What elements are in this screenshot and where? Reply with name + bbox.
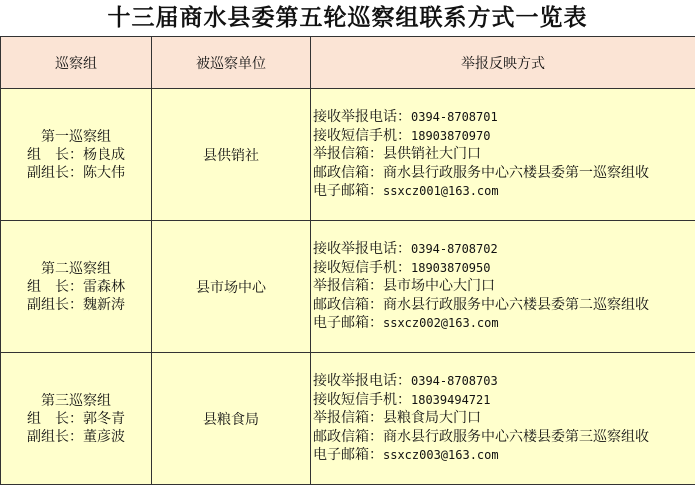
- group-cell: [1, 353, 152, 485]
- phone-label: 接收举报电话：: [313, 241, 411, 258]
- sms-label: 接收短信手机：: [313, 259, 411, 276]
- unit-cell: 县供销社: [152, 89, 311, 221]
- mail-label: 邮政信箱：: [313, 164, 383, 181]
- email-line: [313, 182, 695, 201]
- sms-line: [313, 391, 695, 410]
- mail-label: 邮政信箱：: [313, 296, 383, 313]
- sms-label: 接收短信手机：: [313, 127, 411, 144]
- group-name: 第三巡察组: [41, 392, 111, 409]
- table-row: [1, 89, 695, 221]
- contact-cell: [311, 89, 695, 221]
- unit-cell: 县粮食局: [152, 353, 311, 485]
- group-leader: 组 长：杨良成: [27, 146, 125, 163]
- sms-line: [313, 127, 695, 146]
- box-value: 县市场中心大门口: [383, 278, 495, 295]
- box-value: 县供销社大门口: [383, 146, 481, 163]
- phone-label: 接收举报电话：: [313, 373, 411, 390]
- header-group: 巡察组: [1, 37, 152, 89]
- email-value: ssxcz003@163.com: [383, 448, 499, 463]
- group-cell: [1, 89, 152, 221]
- header-unit: 被巡察单位: [152, 37, 311, 89]
- email-line: [313, 314, 695, 333]
- box-label: 举报信箱：: [313, 146, 383, 163]
- phone-label: 接收举报电话：: [313, 109, 411, 126]
- group-name: 第一巡察组: [41, 128, 111, 145]
- mail-line: [313, 164, 695, 183]
- mail-value: 商水县行政服务中心六楼县委第一巡察组收: [383, 164, 649, 181]
- group-cell: [1, 221, 152, 353]
- group-deputy: 副组长：董彦波: [27, 428, 125, 445]
- unit-cell: 县市场中心: [152, 221, 311, 353]
- phone-line: [313, 108, 695, 127]
- phone-value: 0394-8708702: [411, 242, 498, 257]
- group-leader: 组 长：郭冬青: [27, 410, 125, 427]
- email-label: 电子邮箱：: [313, 315, 383, 332]
- phone-value: 0394-8708703: [411, 374, 498, 389]
- sms-value: 18903870950: [411, 260, 491, 275]
- sms-value: 18039494721: [411, 392, 491, 407]
- contact-cell: [311, 221, 695, 353]
- group-name: 第二巡察组: [41, 260, 111, 277]
- email-label: 电子邮箱：: [313, 447, 383, 464]
- phone-line: [313, 372, 695, 391]
- table-row: [1, 221, 695, 353]
- table-header-row: [1, 37, 695, 89]
- header-contact: 举报反映方式: [311, 37, 695, 89]
- contact-cell: [311, 353, 695, 485]
- mail-value: 商水县行政服务中心六楼县委第三巡察组收: [383, 428, 649, 445]
- box-label: 举报信箱：: [313, 410, 383, 427]
- box-value: 县粮食局大门口: [383, 410, 481, 427]
- mail-line: [313, 296, 695, 315]
- mail-label: 邮政信箱：: [313, 428, 383, 445]
- box-line: [313, 277, 695, 296]
- mail-line: [313, 428, 695, 447]
- mail-value: 商水县行政服务中心六楼县委第二巡察组收: [383, 296, 649, 313]
- group-deputy: 副组长：魏新涛: [27, 296, 125, 313]
- page-title: 十三届商水县委第五轮巡察组联系方式一览表: [107, 4, 588, 31]
- box-line: [313, 145, 695, 164]
- phone-line: [313, 240, 695, 259]
- phone-value: 0394-8708701: [411, 110, 498, 125]
- contact-table: [0, 36, 695, 485]
- table-row: [1, 353, 695, 485]
- email-value: ssxcz002@163.com: [383, 316, 499, 331]
- sms-label: 接收短信手机：: [313, 391, 411, 408]
- email-value: ssxcz001@163.com: [383, 184, 499, 199]
- sms-value: 18903870970: [411, 128, 491, 143]
- email-line: [313, 446, 695, 465]
- sms-line: [313, 259, 695, 278]
- group-leader: 组 长：雷森林: [27, 278, 125, 295]
- email-label: 电子邮箱：: [313, 183, 383, 200]
- box-label: 举报信箱：: [313, 278, 383, 295]
- box-line: [313, 409, 695, 428]
- group-deputy: 副组长：陈大伟: [27, 164, 125, 181]
